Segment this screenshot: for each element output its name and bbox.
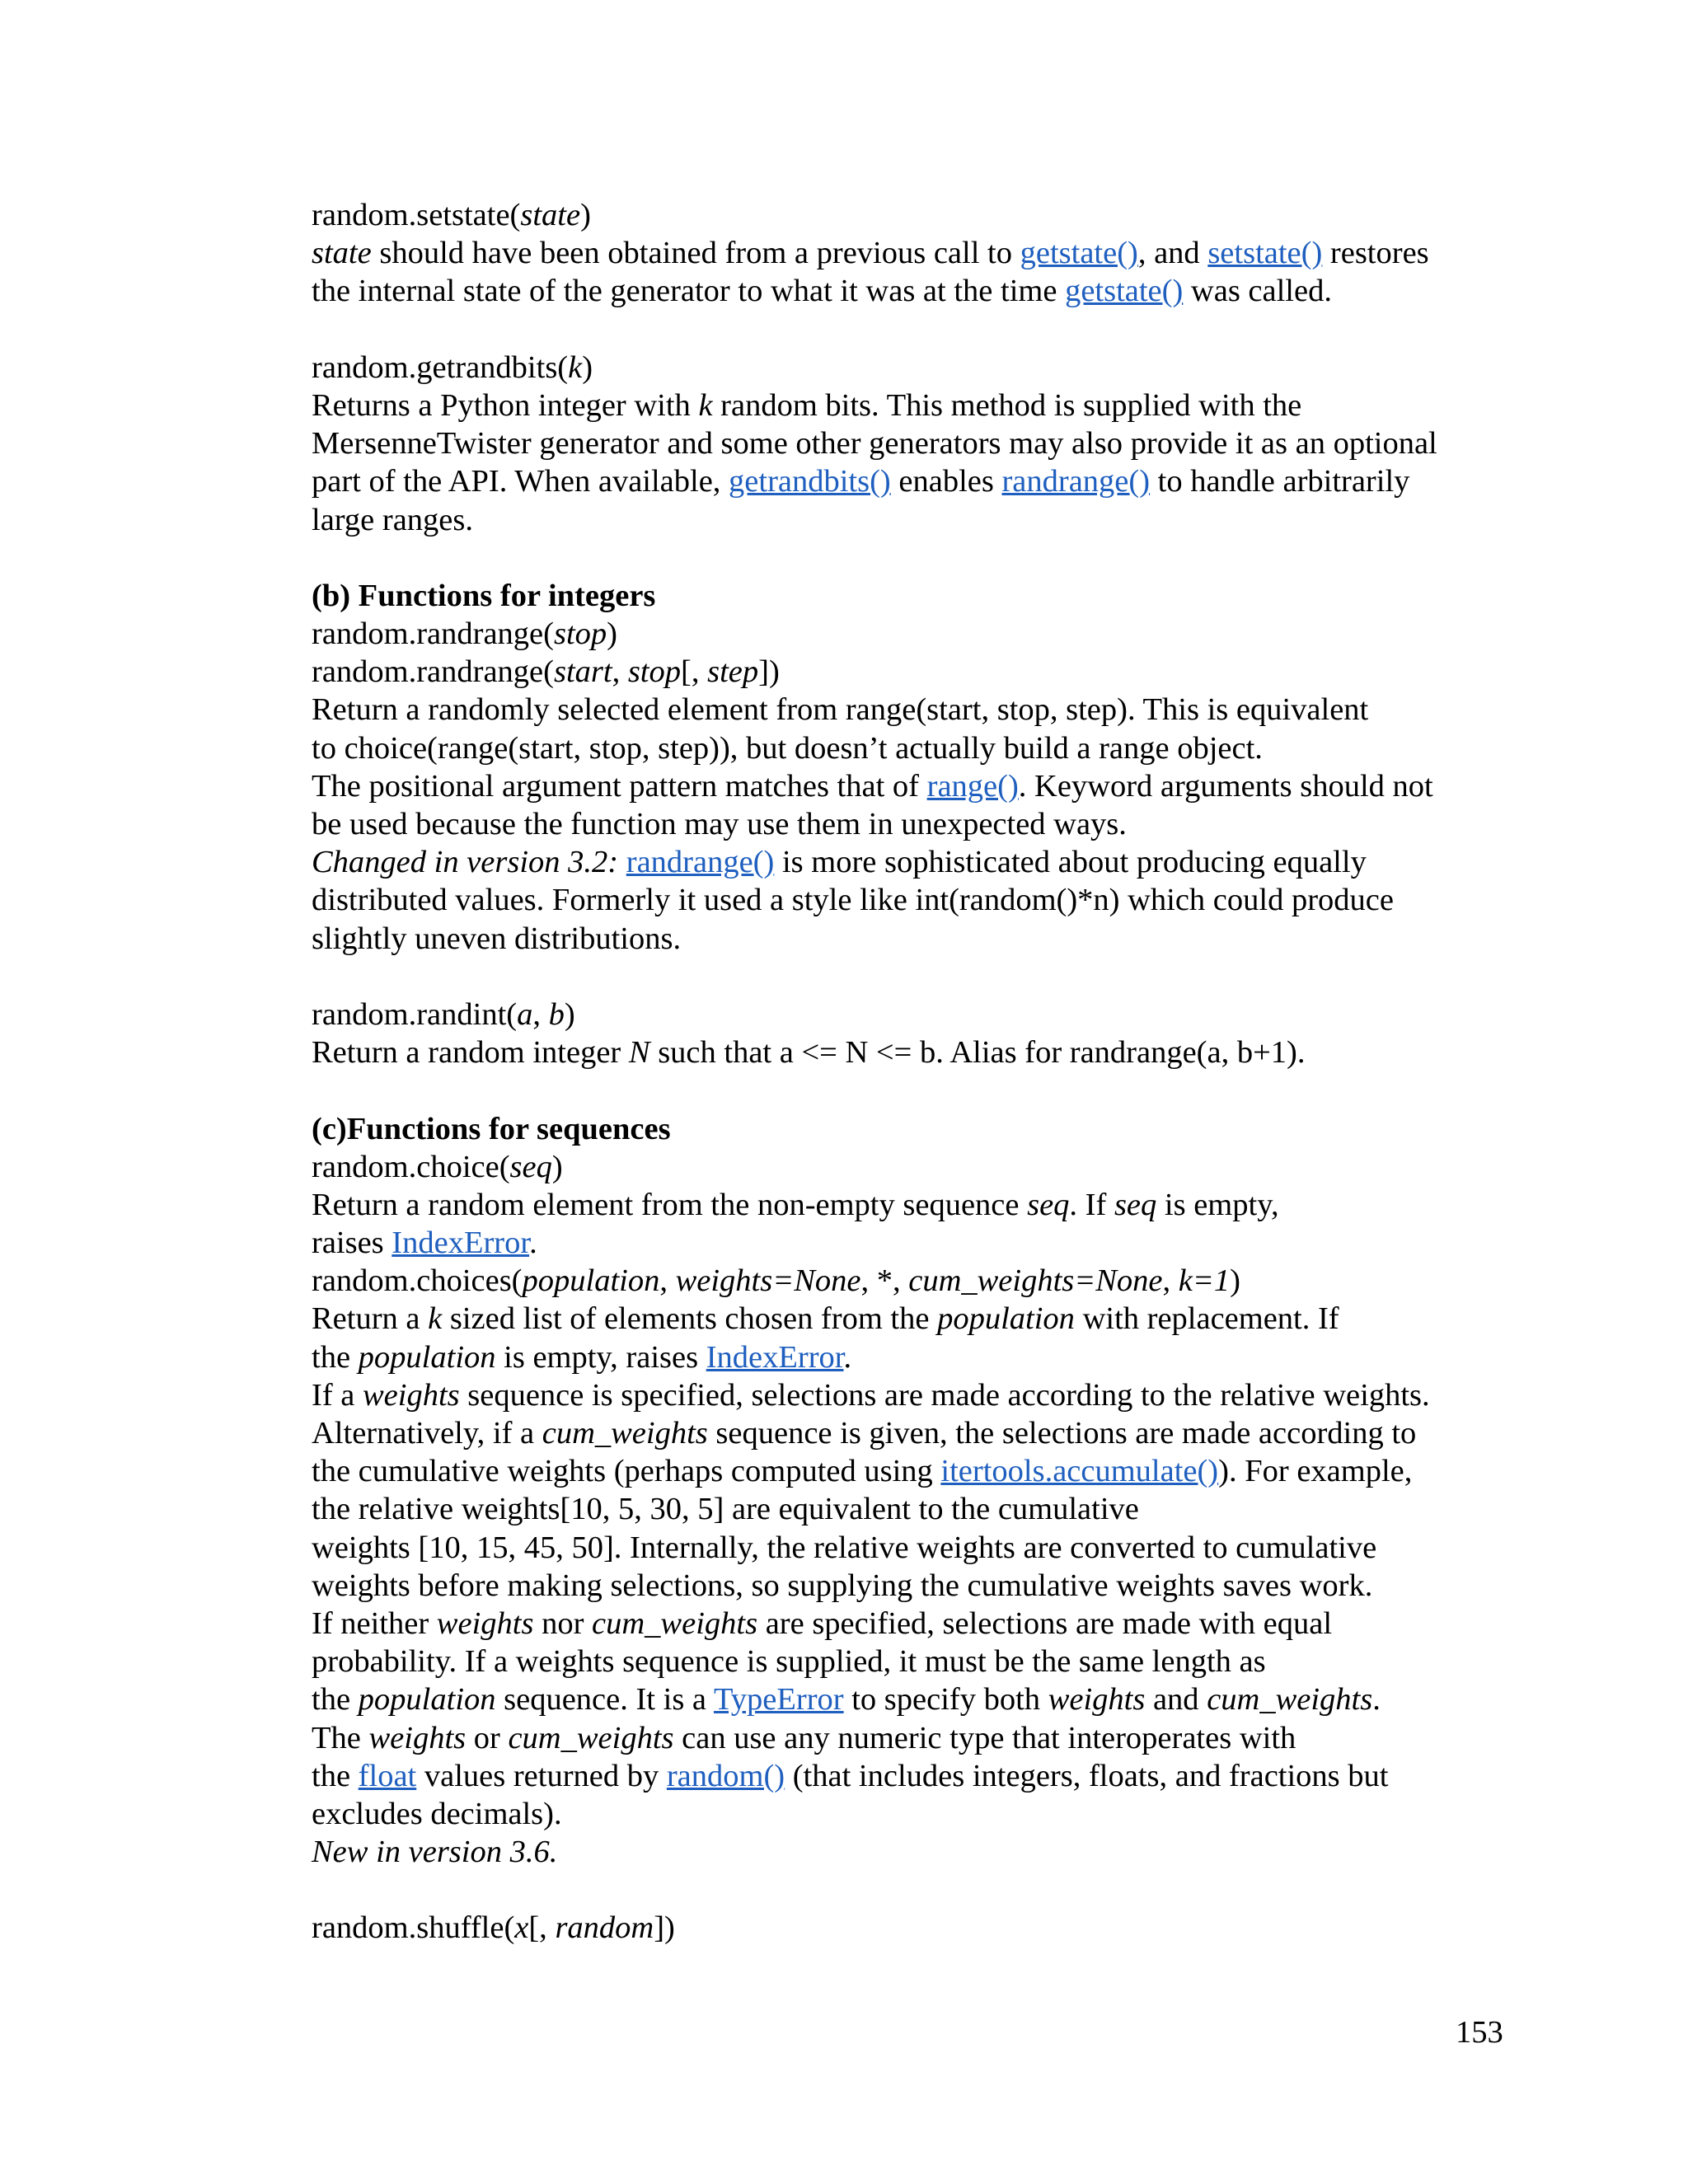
italic-text: cum_weights=None	[908, 1263, 1163, 1299]
text-run: (that includes integers, floats, and fractions but	[785, 1758, 1389, 1793]
doc-link[interactable]: randrange()	[626, 845, 775, 880]
italic-text: start	[553, 654, 612, 690]
text-line	[312, 805, 1515, 843]
text-run: . If	[1069, 1187, 1114, 1222]
text-line	[312, 1605, 1515, 1643]
text-run: )	[580, 198, 591, 232]
text-run: , and	[1137, 236, 1208, 271]
italic-text: Changed in version 3.2:	[312, 845, 619, 880]
text-line	[312, 767, 1515, 805]
doc-link[interactable]: random()	[666, 1758, 785, 1793]
text-run: values returned by	[416, 1758, 667, 1793]
text-run: random.randrange(	[312, 616, 554, 652]
italic-text: k=1	[1178, 1263, 1231, 1299]
text-run: and	[1145, 1682, 1207, 1718]
text-line	[312, 1338, 1515, 1376]
text-line	[312, 424, 1515, 462]
text-run	[618, 845, 626, 879]
text-run: sequence is given, the selections are made according to	[707, 1416, 1417, 1451]
doc-link[interactable]: IndexError	[706, 1339, 844, 1375]
text-run: weights before making selections, so supplying the cumulative weights saves work.	[312, 1568, 1373, 1603]
text-line	[312, 729, 1515, 767]
text-line	[312, 1719, 1515, 1757]
text-run: .	[843, 1339, 852, 1375]
text-run: .	[529, 1226, 537, 1261]
text-run: The	[312, 1720, 369, 1755]
doc-link[interactable]: getrandbits()	[729, 464, 891, 499]
text-line	[312, 1262, 1515, 1300]
doc-link[interactable]: IndexError	[392, 1226, 530, 1261]
doc-link[interactable]: getstate()	[1065, 274, 1184, 309]
text-line	[312, 234, 1515, 272]
italic-text: cum_weights	[508, 1720, 674, 1755]
text-run: random.choices(	[312, 1263, 523, 1299]
paragraph-gap	[312, 1071, 1515, 1109]
text-run: is empty, raises	[495, 1339, 706, 1375]
text-run: )	[1230, 1263, 1240, 1299]
text-line	[312, 1567, 1515, 1605]
text-run: Return a randomly selected element from range(start, stop, step). This is equivalent	[312, 692, 1369, 728]
italic-text: b	[548, 996, 565, 1032]
italic-text: weights	[368, 1720, 467, 1755]
text-run: slightly uneven distributions.	[312, 921, 682, 956]
text-line	[312, 1033, 1515, 1071]
text-line	[312, 1490, 1515, 1528]
text-run: ,	[659, 1263, 676, 1299]
italic-text: population	[358, 1682, 496, 1718]
italic-text: population	[358, 1339, 496, 1375]
text-run: the	[312, 1682, 359, 1718]
italic-text: seq	[1027, 1187, 1070, 1222]
text-run: the internal state of the generator to what it was at the time	[312, 274, 1066, 309]
text-run: excludes decimals).	[312, 1796, 562, 1831]
italic-text: population	[522, 1263, 660, 1299]
paragraph-gap	[312, 311, 1515, 349]
text-line	[312, 1833, 1515, 1871]
text-run: random.randint(	[312, 996, 518, 1032]
text-run: such that a <= N <= b. Alias for randrange(a, b+1).	[649, 1035, 1306, 1071]
text-run: [,	[681, 654, 708, 690]
italic-text: cum_weights	[1207, 1682, 1373, 1718]
italic-text: state	[312, 236, 372, 271]
text-run: random.shuffle(	[312, 1910, 515, 1946]
text-line	[312, 1186, 1515, 1224]
text-run: .	[1372, 1682, 1381, 1718]
text-run: is empty,	[1156, 1187, 1279, 1222]
text-run: raises	[312, 1226, 392, 1261]
text-line	[312, 615, 1515, 653]
text-line	[312, 881, 1515, 919]
italic-text: x	[514, 1910, 529, 1946]
text-line	[312, 349, 1515, 387]
text-run: weights [10, 15, 45, 50]. Internally, the relative weights are converted to cumulative	[312, 1530, 1377, 1565]
text-run: distributed values. Formerly it used a style like int(random()*n) which could produce	[312, 883, 1394, 918]
text-run: ,	[532, 996, 549, 1032]
doc-link[interactable]: float	[358, 1758, 417, 1793]
text-run: or	[466, 1720, 509, 1755]
text-run: )	[607, 616, 617, 652]
section-heading: (c)Functions for sequences	[312, 1111, 671, 1146]
text-run: to specify both	[843, 1682, 1048, 1718]
italic-text: k	[428, 1301, 443, 1337]
text-run: If neither	[312, 1605, 437, 1641]
italic-text: cum_weights	[592, 1605, 758, 1641]
text-run: )	[582, 349, 593, 385]
italic-text: seq	[509, 1149, 552, 1184]
doc-link[interactable]: randrange()	[1001, 464, 1151, 499]
text-run: nor	[533, 1605, 593, 1641]
italic-text: stop	[627, 654, 682, 690]
text-run: )	[564, 996, 575, 1032]
doc-link[interactable]: TypeError	[713, 1682, 844, 1718]
text-run: Return a random integer	[312, 1035, 629, 1071]
doc-link[interactable]: range()	[926, 768, 1019, 804]
text-line	[312, 1680, 1515, 1718]
text-run: random.getrandbits(	[312, 349, 569, 385]
italic-text: New in version 3.6.	[312, 1835, 558, 1870]
text-run: sized list of elements chosen from the	[442, 1301, 938, 1337]
text-run: MersenneTwister generator and some other generators may also provide it as an optional	[312, 426, 1437, 462]
text-run: enables	[890, 464, 1002, 499]
text-run: . Keyword arguments should not	[1018, 768, 1433, 804]
text-run: [,	[528, 1910, 556, 1946]
text-line	[312, 1110, 1515, 1148]
text-line	[312, 1452, 1515, 1490]
text-run: the	[312, 1339, 359, 1375]
italic-text: state	[520, 198, 581, 232]
text-run: probability. If a weights sequence is supplied, it must be the same length as	[312, 1644, 1266, 1680]
text-run: The positional argument pattern matches that of	[312, 768, 927, 804]
text-run: ])	[654, 1910, 675, 1946]
doc-link[interactable]: itertools.accumulate()	[940, 1454, 1219, 1489]
text-run: If a	[312, 1377, 363, 1413]
text-line	[312, 920, 1515, 958]
paragraph-gap	[312, 539, 1515, 577]
text-run: )	[551, 1149, 563, 1184]
text-run: part of the API. When available,	[312, 464, 729, 499]
text-run: to choice(range(start, stop, step)), but doesn’t actually build a range object.	[312, 730, 1263, 766]
text-run: the relative weights[10, 5, 30, 5] are equivalent to the cumulative	[312, 1492, 1139, 1527]
italic-text: weights	[1048, 1682, 1146, 1718]
text-line	[312, 996, 1515, 1033]
paragraph-gap	[312, 1871, 1515, 1909]
text-run: sequence. It is a	[495, 1682, 714, 1718]
paragraph-gap	[312, 958, 1515, 996]
text-run: Return a	[312, 1301, 429, 1337]
italic-text: weights=None	[675, 1263, 861, 1299]
text-line	[312, 462, 1515, 500]
italic-text: k	[568, 349, 583, 385]
text-run: ,	[1162, 1263, 1179, 1299]
text-run: sequence is specified, selections are made according to the relative weights.	[459, 1377, 1430, 1413]
text-run: can use any numeric type that interoperates with	[673, 1720, 1296, 1755]
text-run: Return a random element from the non-empty sequence	[312, 1187, 1028, 1222]
text-line	[312, 272, 1515, 310]
italic-text: population	[937, 1301, 1075, 1337]
text-run: with replacement. If	[1074, 1301, 1339, 1337]
text-line	[312, 1757, 1515, 1795]
text-run: ])	[758, 654, 780, 690]
italic-text: weights	[362, 1377, 460, 1413]
text-line	[312, 1414, 1515, 1452]
doc-link[interactable]: setstate()	[1207, 236, 1323, 271]
page-body-text	[312, 196, 1515, 1947]
text-run: ,	[612, 654, 628, 690]
italic-text: k	[698, 387, 713, 423]
italic-text: weights	[436, 1605, 534, 1641]
text-run: the cumulative weights (perhaps computed using	[312, 1454, 941, 1489]
text-run: be used because the function may use them in unexpected ways.	[312, 807, 1127, 841]
text-line	[312, 1300, 1515, 1338]
italic-text: stop	[553, 616, 607, 652]
text-run: large ranges.	[312, 502, 473, 537]
text-run: are specified, selections are made with equal	[757, 1605, 1333, 1641]
text-run: to handle arbitrarily	[1150, 464, 1410, 499]
italic-text: step	[707, 654, 759, 690]
text-run: restores	[1322, 236, 1429, 271]
section-heading: (b) Functions for integers	[312, 578, 656, 613]
text-run: random.choice(	[312, 1149, 510, 1184]
text-run: ). For example,	[1218, 1454, 1413, 1489]
text-run: random bits. This method is supplied with the	[712, 387, 1302, 423]
text-run: random.setstate(	[312, 198, 521, 232]
page-number: 153	[1456, 2015, 1503, 2050]
text-run: Returns a Python integer with	[312, 387, 699, 423]
italic-text: N	[628, 1035, 650, 1071]
text-line	[312, 1148, 1515, 1186]
text-line	[312, 501, 1515, 539]
text-line	[312, 843, 1515, 881]
text-run: the	[312, 1758, 359, 1793]
text-line	[312, 387, 1515, 424]
text-run: Alternatively, if a	[312, 1416, 542, 1451]
italic-text: random	[555, 1910, 654, 1946]
italic-text: cum_weights	[542, 1416, 708, 1451]
text-line	[312, 1529, 1515, 1567]
text-line	[312, 1643, 1515, 1680]
text-line	[312, 653, 1515, 691]
text-run: is more sophisticated about producing equally	[774, 845, 1367, 880]
text-run: should have been obtained from a previous call to	[371, 236, 1020, 271]
doc-link[interactable]: getstate()	[1020, 236, 1138, 271]
text-line	[312, 1909, 1515, 1947]
text-line	[312, 1795, 1515, 1833]
text-run: , *,	[860, 1263, 909, 1299]
italic-text: a	[517, 996, 533, 1032]
text-line	[312, 691, 1515, 729]
text-run: was called.	[1183, 274, 1332, 309]
text-run: random.randrange(	[312, 654, 554, 690]
italic-text: seq	[1114, 1187, 1157, 1222]
text-line	[312, 1376, 1515, 1414]
text-line	[312, 1224, 1515, 1262]
text-line	[312, 577, 1515, 615]
text-line	[312, 196, 1515, 234]
